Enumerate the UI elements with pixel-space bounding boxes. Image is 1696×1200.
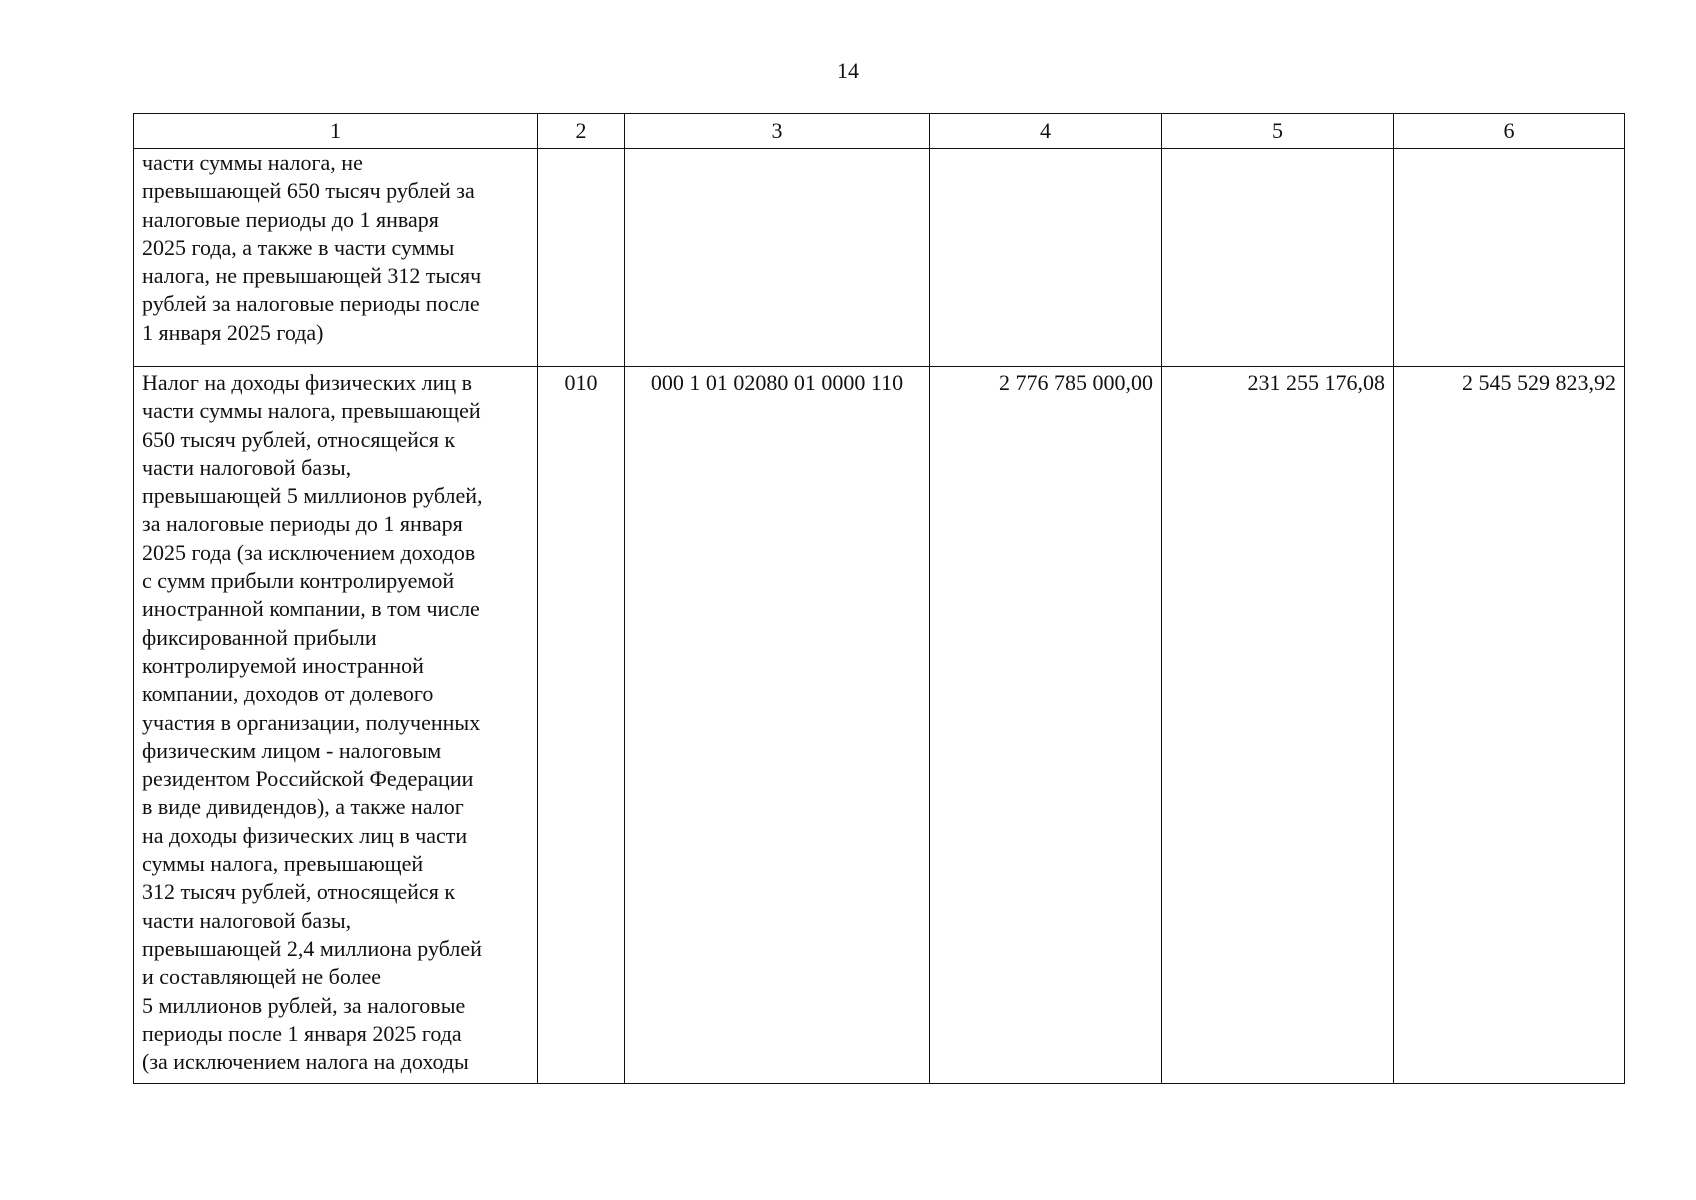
row-amount-col4: [930, 149, 1162, 367]
column-header-4: 4: [930, 114, 1162, 149]
budget-table: [133, 113, 1625, 1084]
row-amount-col5: 231 255 176,08: [1162, 367, 1394, 1084]
column-header-1: 1: [134, 114, 538, 149]
page-number: 14: [837, 58, 859, 83]
column-header-6: 6: [1394, 114, 1625, 149]
column-header-5: 5: [1162, 114, 1394, 149]
row-kbk: 000 1 01 02080 01 0000 110: [625, 367, 930, 1084]
row-amount-col6: [1394, 149, 1625, 367]
column-header-2: 2: [538, 114, 625, 149]
row-amount-col5: [1162, 149, 1394, 367]
table-row: [134, 149, 1625, 367]
table-row: [134, 367, 1625, 1084]
row-amount-col4: 2 776 785 000,00: [930, 367, 1162, 1084]
row-amount-col6: 2 545 529 823,92: [1394, 367, 1625, 1084]
row-description: Налог на доходы физических лиц в части суммы налога, превышающей 650 тысяч рублей, относящейся к части налоговой базы, превышающей 5 миллионов рублей, за налоговые периоды до 1 января 2025 года (за исключением доходов с сумм прибыли контролируемой иностранной компании, в том числе фиксированной прибыли контролируемой иностранной компании, доходов от долевого участия в организации, полученных физическим лицом - налоговым резидентом Российской Федерации в виде дивидендов), а также налог на доходы физических лиц в части суммы налога, превышающей 312 тысяч рублей, относящейся к части налоговой базы, превышающей 2,4 миллиона рублей и составляющей не более 5 миллионов рублей, за налоговые периоды после 1 января 2025 года (за исключением налога на доходы: [134, 367, 538, 1084]
row-description: части суммы налога, не превышающей 650 тысяч рублей за налоговые периоды до 1 января 2025 года, а также в части суммы налога, не превышающей 312 тысяч рублей за налоговые периоды после 1 января 2025 года): [134, 149, 538, 367]
row-code: 010: [538, 367, 625, 1084]
table-header-row: [134, 114, 1625, 149]
row-code: [538, 149, 625, 367]
column-header-3: 3: [625, 114, 930, 149]
row-kbk: [625, 149, 930, 367]
